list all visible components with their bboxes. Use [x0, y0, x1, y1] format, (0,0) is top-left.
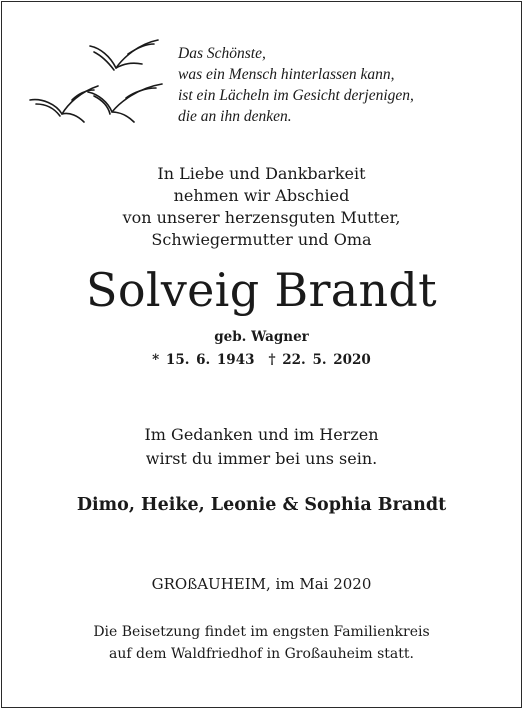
death-date: † 22. 5. 2020 — [268, 352, 371, 368]
birds-icon — [28, 34, 168, 134]
life-dates — [0, 350, 523, 370]
memorial-text — [0, 423, 523, 471]
intro-line: Schwiegermutter und Oma — [151, 230, 372, 249]
poem-line: die an ihn denken. — [178, 108, 292, 125]
memorial-line: wirst du immer bei uns sein. — [145, 449, 378, 468]
intro-text — [0, 163, 523, 251]
funeral-info — [0, 621, 523, 665]
birth-date: * 15. 6. 1943 — [152, 352, 255, 368]
poem-line: was ein Mensch hinterlassen kann, — [178, 66, 395, 83]
family-names: Dimo, Heike, Leonie & Sophia Brandt — [76, 495, 447, 515]
maiden-name: geb. Wagner — [214, 329, 309, 345]
memorial-line: Im Gedanken und im Herzen — [144, 425, 379, 444]
poem-line: Das Schönste, — [178, 45, 266, 62]
deceased-name: Solveig Brandt — [86, 263, 437, 317]
intro-line: nehmen wir Abschied — [173, 186, 350, 205]
funeral-line: Die Beisetzung findet im engsten Familienkreis — [93, 624, 430, 640]
intro-line: In Liebe und Dankbarkeit — [157, 164, 366, 183]
funeral-line: auf dem Waldfriedhof in Großauheim statt. — [109, 646, 414, 662]
poem — [178, 43, 508, 127]
poem-line: ist ein Lächeln im Gesicht derjenigen, — [178, 87, 414, 104]
place-date: GROßAUHEIM, im Mai 2020 — [151, 575, 372, 593]
intro-line: von unserer herzensguten Mutter, — [122, 208, 401, 227]
